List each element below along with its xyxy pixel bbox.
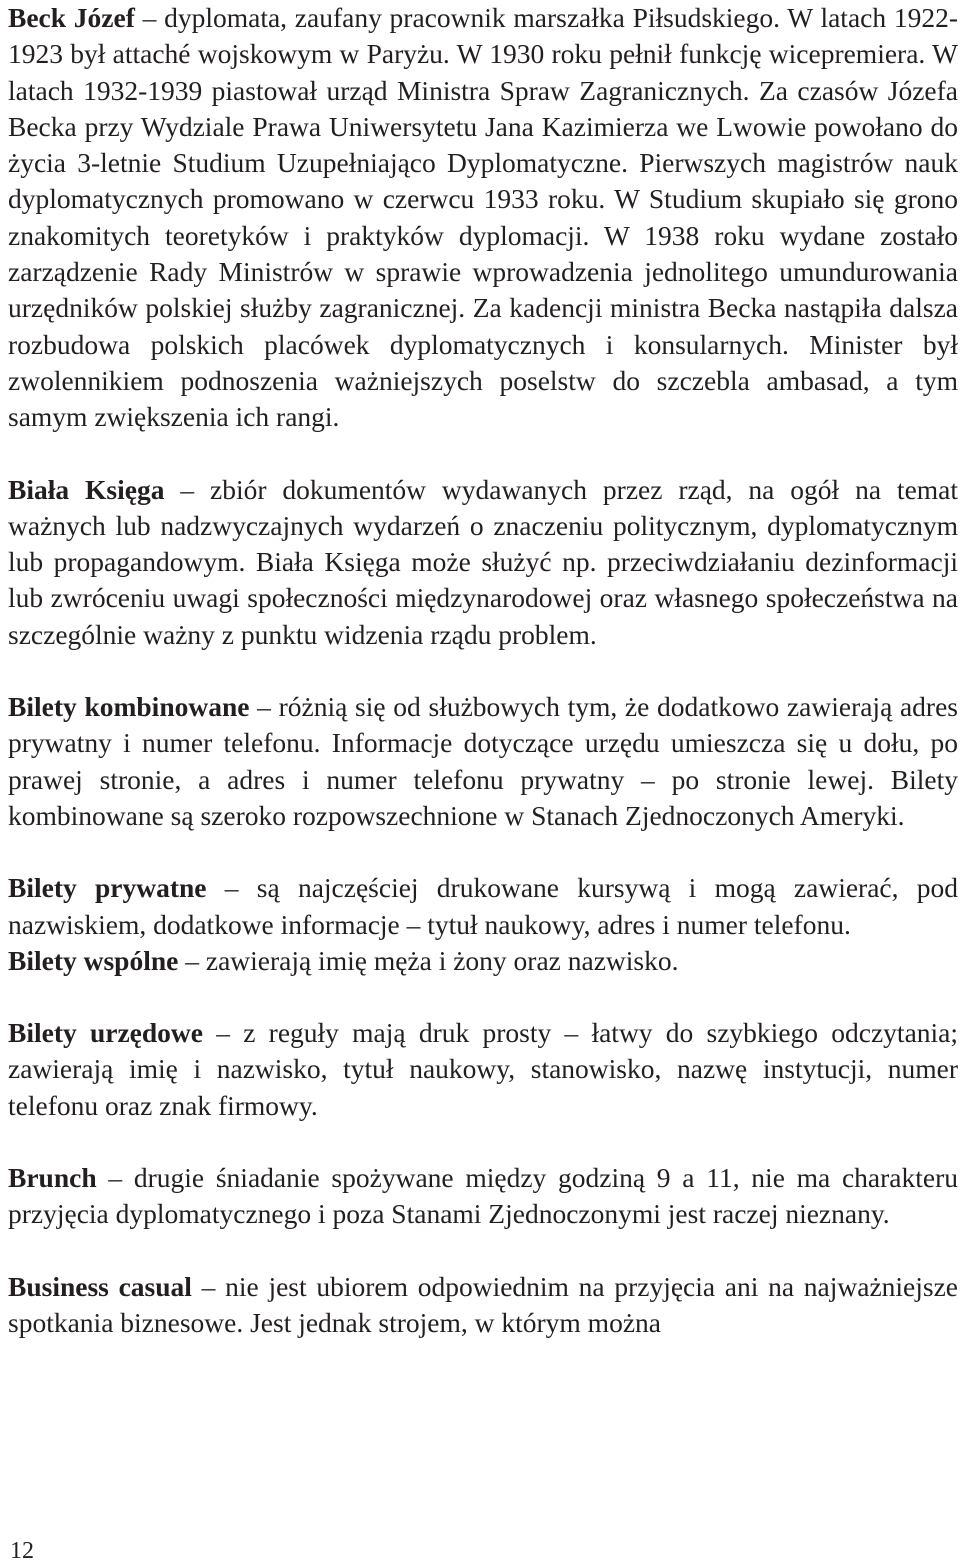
- entry-term: Bilety prywatne: [8, 872, 207, 904]
- entry-term: Bilety urzędowe: [8, 1017, 203, 1049]
- entry-bilety-urzedowe: [8, 1015, 958, 1124]
- entry-bilety-wspolne: [8, 943, 958, 979]
- entry-brunch: [8, 1160, 958, 1233]
- entry-biala-ksiega: [8, 472, 958, 653]
- entry-term: Bilety kombinowane: [8, 691, 250, 723]
- entry-definition: zbiór dokumentów wydawanych przez rząd, na ogół na temat ważnych lub nadzwyczajnych wydarzeń o znaczeniu politycznym, dyplomatycznym lub propagandowym. Biała Księga może służyć np. przeciwdziałaniu dezinformacji lub zwróceniu uwagi społeczności międzynarodowej oraz własnego społeczeństwa na szczególnie ważny z punktu widzenia rządu problem.: [8, 473, 959, 650]
- entry-dash: –: [164, 473, 211, 505]
- entry-dash: –: [96, 1162, 134, 1194]
- entry-definition: z reguły mają druk prosty – łatwy do szybkiego odczytania; zawierają imię i nazwisko, tytuł naukowy, stanowisko, nazwę instytucji, numer telefonu oraz znak firmowy.: [8, 1017, 959, 1121]
- entry-definition: dyplomata, zaufany pracownik marszałka Piłsudskiego. W latach 1922-1923 był attaché wojskowym w Paryżu. W 1930 roku pełnił funkcję wicepremiera. W latach 1932-1939 piastował urząd Ministra Spraw Zagranicznych. Za czasów Józefa Becka przy Wydziale Prawa Uniwersytetu Jana Kazimierza we Lwowie powołano do życia 3-letnie Studium Uzupełniająco Dyplomatyczne. Pierwszych magistrów nauk dyplomatycznych promowano w czerwcu 1933 roku. W Studium skupiało się grono znakomitych teoretyków i praktyków dyplomacji. W 1938 roku wydane zostało zarządzenie Rady Ministrów w sprawie wprowadzenia jednolitego umundurowania urzędników polskiej służby zagranicznej. Za kadencji ministra Becka nastąpiła dalsza rozbudowa polskich placówek dyplomatycznych i konsularnych. Minister był zwolennikiem podnoszenia ważniejszych poselstw do szczebla ambasad, a tym samym zwiększenia ich rangi.: [8, 2, 959, 433]
- entry-business-casual: [8, 1269, 958, 1342]
- page-number: 12: [10, 1538, 34, 1564]
- entry-definition: są najczęściej drukowane kursywą i mogą zawierać, pod nazwiskiem, dodatkowe informacje – tytuł naukowy, adres i numer telefonu.: [8, 872, 958, 940]
- entry-dash: –: [203, 1017, 244, 1049]
- entry-dash: –: [134, 2, 165, 33]
- entry-term: Beck Józef: [8, 2, 135, 33]
- entry-bilety-prywatne: [8, 870, 958, 943]
- entry-definition: drugie śniadanie spożywane między godziną 9 a 11, nie ma charakteru przyjęcia dyplomatycznego i poza Stanami Zjednoczonymi jest raczej nieznany.: [8, 1162, 958, 1230]
- entry-dash: –: [206, 872, 257, 904]
- entry-beck-jozef: [8, 0, 958, 436]
- entry-dash: –: [191, 1270, 226, 1302]
- entry-term: Bilety wspólne: [8, 944, 179, 976]
- document-page: [8, 0, 958, 1341]
- entry-term: Brunch: [8, 1162, 97, 1194]
- entry-bilety-kombinowane: [8, 689, 958, 834]
- entry-definition: nie jest ubiorem odpowiednim na przyjęcia ani na najważniejsze spotkania biznesowe. Jest jednak strojem, w którym można: [8, 1270, 959, 1338]
- entry-definition: zawierają imię męża i żony oraz nazwisko.: [205, 944, 679, 976]
- entry-dash: –: [178, 944, 206, 976]
- entry-dash: –: [249, 691, 279, 723]
- entry-term: Biała Księga: [8, 473, 165, 505]
- entry-definition: różnią się od służbowych tym, że dodatkowo zawierają adres prywatny i numer telefonu. Informacje dotyczące urzędu umieszcza się u dołu, po prawej stronie, a adres i numer telefonu prywatny – po stronie lewej. Bilety kombinowane są szeroko rozpowszechnione w Stanach Zjednoczonych Ameryki.: [8, 691, 958, 831]
- entry-term: Business casual: [8, 1270, 192, 1302]
